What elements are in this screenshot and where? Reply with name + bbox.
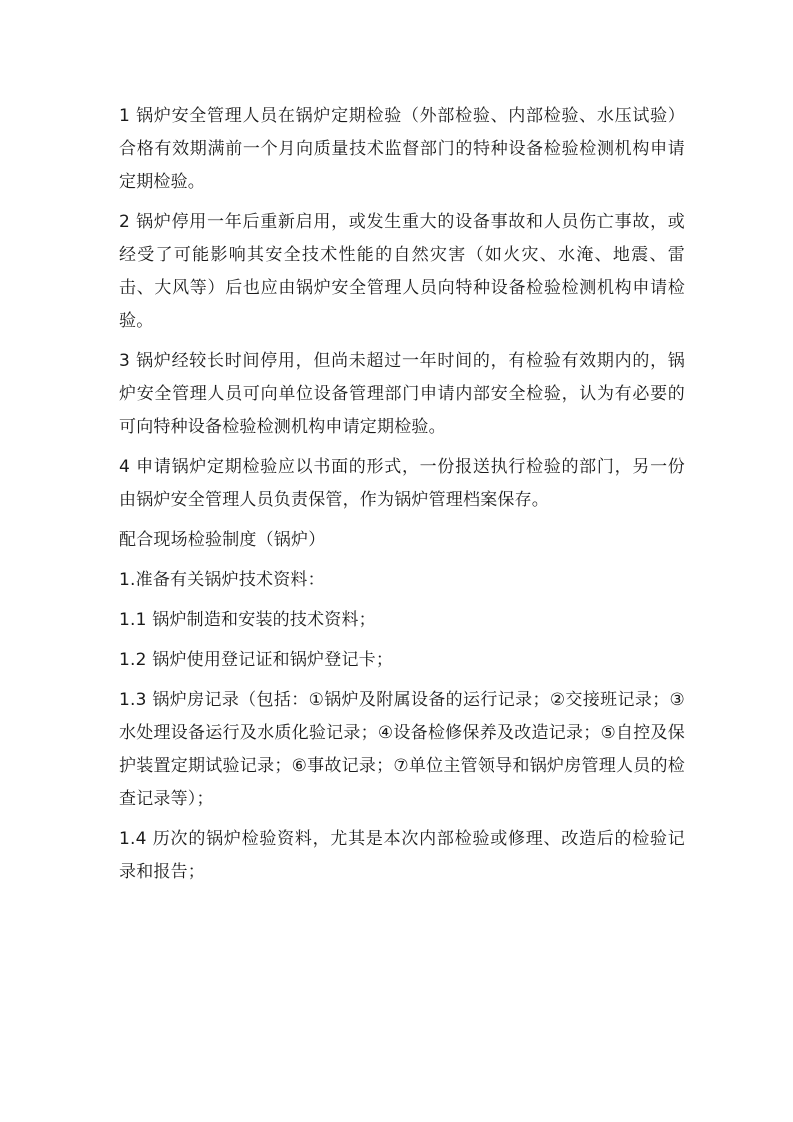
section-heading: 配合现场检验制度（锅炉）: [119, 530, 326, 550]
paragraph-periodic-inspection-application: 1 锅炉安全管理人员在锅炉定期检验（外部检验、内部检验、水压试验）合格有效期满前一个月向质量技术监督部门的特种设备检验检测机构申请定期检验。: [119, 106, 685, 192]
paragraph-written-application: 4 申请锅炉定期检验应以书面的形式，一份报送执行检验的部门，另一份由锅炉安全管理人员负责保管，作为锅炉管理档案保存。: [119, 457, 685, 510]
list-item-1-4: 1.4 历次的锅炉检验资料，尤其是本次内部检验或修理、改造后的检验记录和报告；: [119, 829, 685, 882]
list-item-1-1: 1.1 锅炉制造和安装的技术资料；: [119, 610, 376, 630]
list-item-1-2: 1.2 锅炉使用登记证和锅炉登记卡；: [119, 650, 394, 670]
list-item-1-3: 1.3 锅炉房记录（包括：①锅炉及附属设备的运行记录；②交接班记录；③水处理设备运行及水质化验记录；④设备检修保养及改造记录；⑤自控及保护装置定期试验记录；⑥事故记录；⑦单位主管领导和锅炉房管理人员的检查记录等）；: [119, 690, 685, 809]
list-item-1: 1.准备有关锅炉技术资料：: [119, 570, 325, 590]
document-body: [119, 100, 685, 896]
paragraph-long-idle: 3 锅炉经较长时间停用，但尚未超过一年时间的，有检验有效期内的，锅炉安全管理人员可向单位设备管理部门申请内部安全检验，认为有必要的可向特种设备检验检测机构申请定期检验。: [119, 351, 685, 437]
paragraph-restart-after-idle: 2 锅炉停用一年后重新启用，或发生重大的设备事故和人员伤亡事故，或经受了可能影响其安全技术性能的自然灾害（如火灾、水淹、地震、雷击、大风等）后也应由锅炉安全管理人员向特种设备检验检测机构申请检验。: [119, 212, 685, 331]
